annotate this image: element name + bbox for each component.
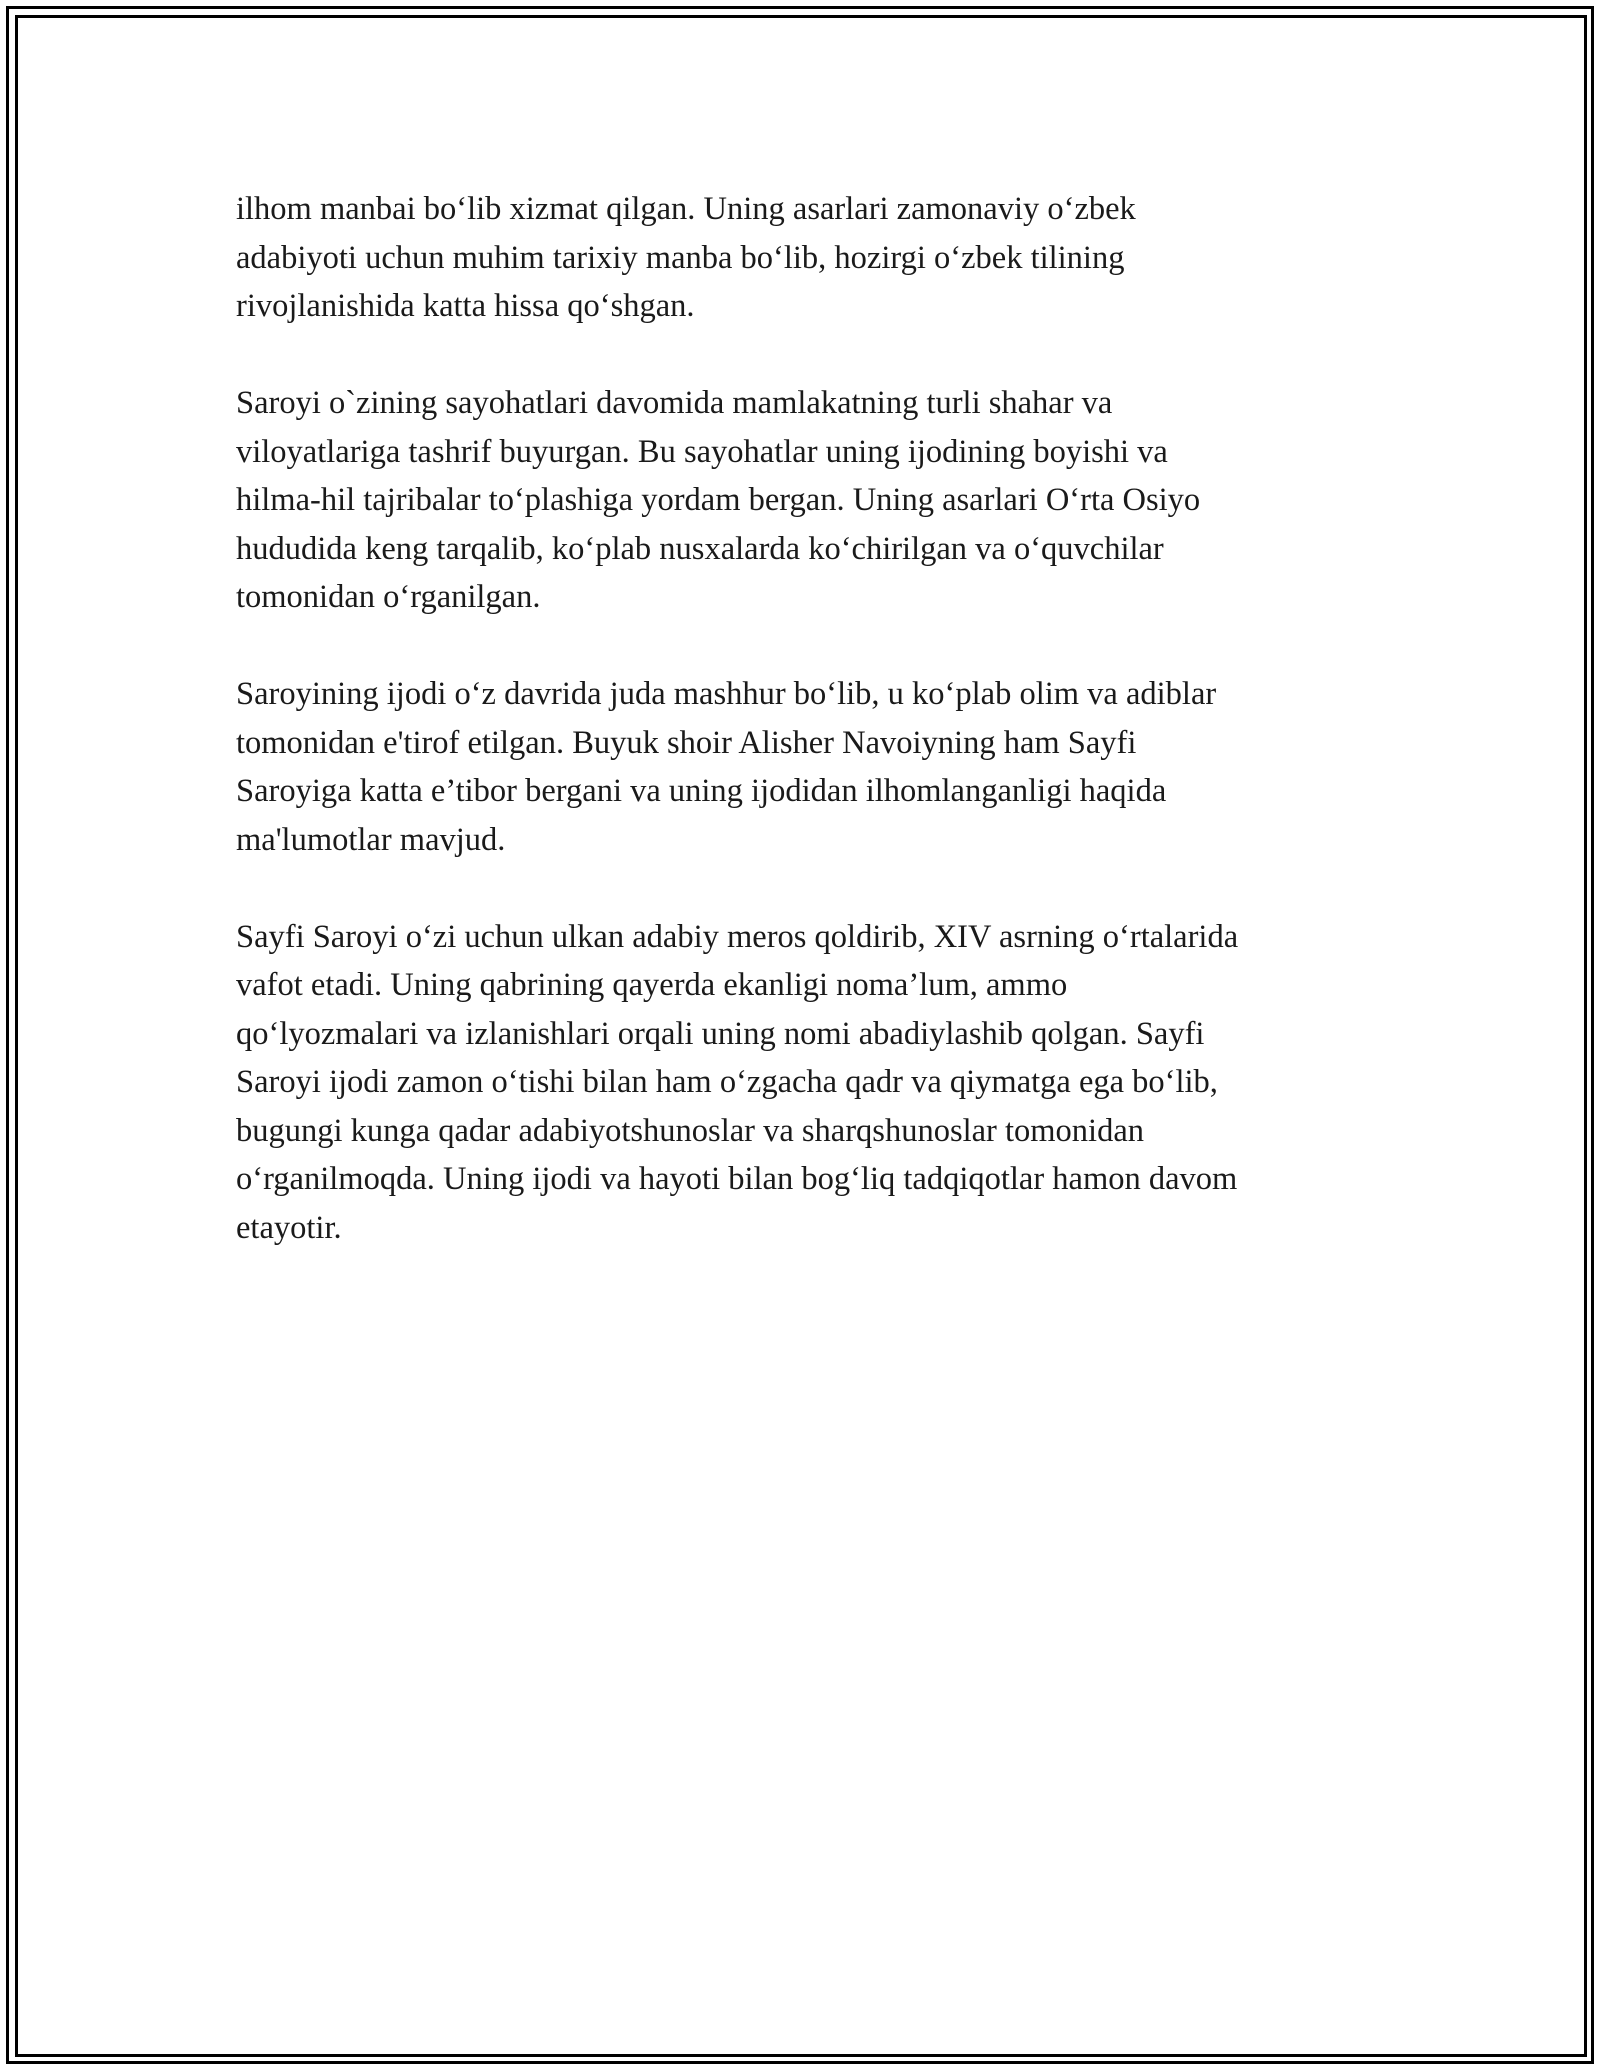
text-line: ma'lumotlar mavjud. — [236, 821, 506, 858]
paragraph-1 — [236, 185, 1386, 331]
text-line: ilhom manbai bo‘lib xizmat qilgan. Uning asarlari zamonaviy o‘zbek — [236, 191, 1136, 227]
text-line: etayotir. — [236, 1209, 342, 1246]
text-line: tomonidan o‘rganilgan. — [236, 579, 541, 615]
text-line: qo‘lyozmalari va izlanishlari orqali uning nomi abadiylashib qolgan. Sayfi — [236, 1015, 1205, 1052]
text-line: Saroyining ijodi o‘z davrida juda mashhur bo‘lib, u ko‘plab olim va adiblar — [236, 676, 1217, 712]
paragraph-4 — [236, 913, 1386, 1253]
text-line: Saroyi ijodi zamon o‘tishi bilan ham o‘zgacha qadr va qiymatga ega bo‘lib, — [236, 1064, 1218, 1100]
text-line: adabiyoti uchun muhim tarixiy manba bo‘lib, hozirgi o‘zbek tilining — [236, 239, 1125, 276]
document-body — [236, 185, 1386, 1252]
text-line: viloyatlariga tashrif buyurgan. Bu sayohatlar uning ijodining boyishi va — [236, 433, 1168, 470]
paragraph-spacer — [236, 331, 1386, 380]
text-line: hududida keng tarqalib, ko‘plab nusxalarda ko‘chirilgan va o‘quvchilar — [236, 530, 1164, 567]
text-line: Sayfi Saroyi o‘zi uchun ulkan adabiy meros qoldirib, XIV asrning o‘rtalarida — [236, 918, 1239, 955]
text-line: rivojlanishida katta hissa qo‘shgan. — [236, 288, 695, 324]
text-line: o‘rganilmoqda. Uning ijodi va hayoti bilan bog‘liq tadqiqotlar hamon davom — [236, 1161, 1238, 1197]
text-line: Saroyi o`zining sayohatlari davomida mamlakatning turli shahar va — [236, 385, 1113, 421]
paragraph-spacer — [236, 622, 1386, 671]
text-line: tomonidan e'tirof etilgan. Buyuk shoir Alisher Navoiyning ham Sayfi — [236, 724, 1137, 761]
paragraph-3 — [236, 670, 1386, 864]
paragraph-spacer — [236, 864, 1386, 913]
text-line: hilma-hil tajribalar to‘plashiga yordam bergan. Uning asarlari O‘rta Osiyo — [236, 482, 1201, 518]
text-line: Saroyiga katta e’tibor bergani va uning ijodidan ilhomlanganligi haqida — [236, 773, 1167, 809]
text-line: bugungi kunga qadar adabiyotshunoslar va sharqshunoslar tomonidan — [236, 1112, 1145, 1149]
paragraph-2 — [236, 379, 1386, 622]
text-line: vafot etadi. Uning qabrining qayerda ekanligi noma’lum, ammo — [236, 967, 1068, 1003]
